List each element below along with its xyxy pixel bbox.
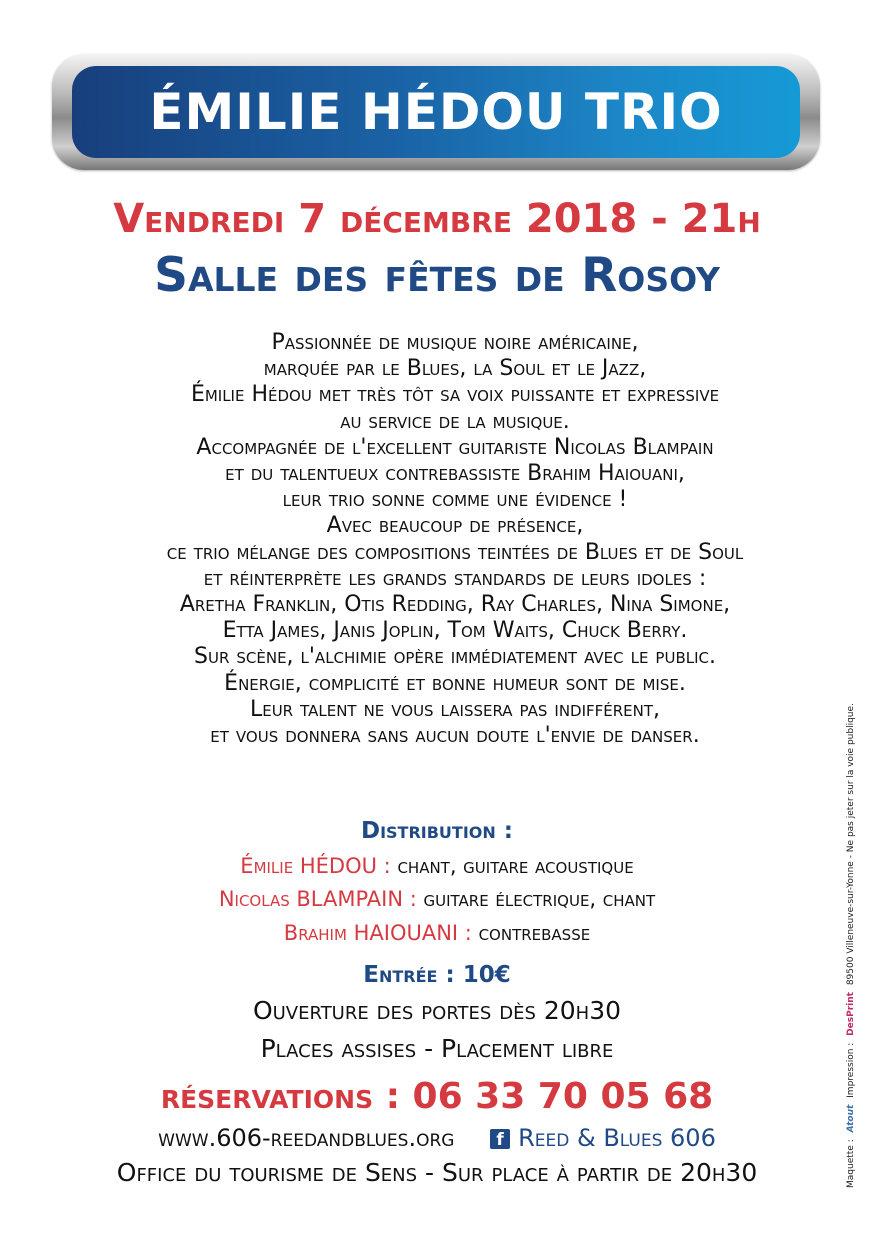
facebook-label: Reed & Blues 606 — [518, 1124, 716, 1152]
maquette-logo: Atout — [846, 1104, 856, 1133]
description-line: Énergie, complicité et bonne humeur sont de mise. — [224, 670, 686, 696]
distribution-member — [0, 887, 874, 911]
description-line: au service de la musique. — [340, 408, 570, 434]
description-line: et réinterprète les grands standards de leurs idoles : — [203, 565, 707, 591]
member-name: Émilie HÉDOU : — [240, 854, 391, 878]
web-line — [0, 1124, 874, 1152]
event-venue: Salle des fêtes de Rosoy — [154, 248, 720, 303]
litter-notice: - Ne pas jeter sur la voie publique. — [846, 703, 856, 859]
description-line: Avec beaucoup de présence, — [326, 513, 584, 539]
reservations-phone: réservations : 06 33 70 05 68 — [160, 1076, 714, 1117]
print-credits — [846, 703, 856, 1188]
maquette-label: Maquette : — [846, 1139, 856, 1188]
description-line: Sur scène, l'alchimie opère immédiatement avec le public. — [194, 644, 716, 670]
website-link[interactable]: www.606-reedandblues.org — [158, 1124, 455, 1152]
description-line: marquée par le Blues, la Soul et le Jazz, — [263, 356, 647, 382]
facebook-icon: f — [490, 1129, 510, 1149]
member-name: Brahim HAIOUANI : — [283, 921, 472, 945]
impression-logo: DesPrint — [846, 992, 856, 1036]
description-line: Aretha Franklin, Otis Redding, Ray Charles, Nina Simone, — [179, 592, 731, 618]
distribution-member — [0, 921, 874, 945]
member-role: chant, guitare acoustique — [397, 854, 634, 878]
description-line: Etta James, Janis Joplin, Tom Waits, Chuck Berry. — [222, 618, 688, 644]
description-line: Émilie Hédou met très tôt sa voix puissante et expressive — [190, 382, 720, 408]
distribution-member — [0, 854, 874, 878]
distribution-title: Distribution : — [360, 818, 513, 844]
title-banner-inner — [72, 66, 800, 158]
title-banner — [52, 54, 820, 170]
description-line: Accompagnée de l'excellent guitariste Nicolas Blampain — [196, 434, 714, 460]
member-role: contrebasse — [478, 921, 591, 945]
tourism-office: Office du tourisme de Sens - Sur place à partir de 20h30 — [116, 1158, 758, 1187]
seating-info: Places assises - Placement libre — [260, 1034, 614, 1063]
description-line: Leur talent ne vous laissera pas indifférent, — [249, 696, 661, 722]
description-line: leur trio sonne comme une évidence ! — [282, 487, 628, 513]
description-line: et du talentueux contrebassiste Brahim Haiouani, — [225, 461, 685, 487]
banner-title: ÉMILIE HÉDOU TRIO — [149, 83, 723, 141]
description-line: ce trio mélange des compositions teintées de Blues et de Soul — [166, 539, 744, 565]
description-line: Passionnée de musique noire américaine, — [271, 330, 639, 355]
impression-label: Impression : — [846, 1042, 856, 1098]
member-role: guitare électrique, chant — [423, 887, 656, 911]
member-name: Nicolas BLAMPAIN : — [218, 887, 417, 911]
description — [60, 330, 850, 749]
printer-address: 89500 Villeneuve-sur-Yonne — [846, 861, 856, 986]
facebook-link[interactable] — [490, 1124, 716, 1152]
event-date: Vendredi 7 décembre 2018 - 21h — [113, 196, 761, 242]
doors-opening: Ouverture des portes dès 20h30 — [252, 996, 622, 1025]
description-line: et vous donnera sans aucun doute l'envie de danser. — [210, 723, 700, 749]
entry-price: Entrée : 10€ — [363, 962, 511, 988]
